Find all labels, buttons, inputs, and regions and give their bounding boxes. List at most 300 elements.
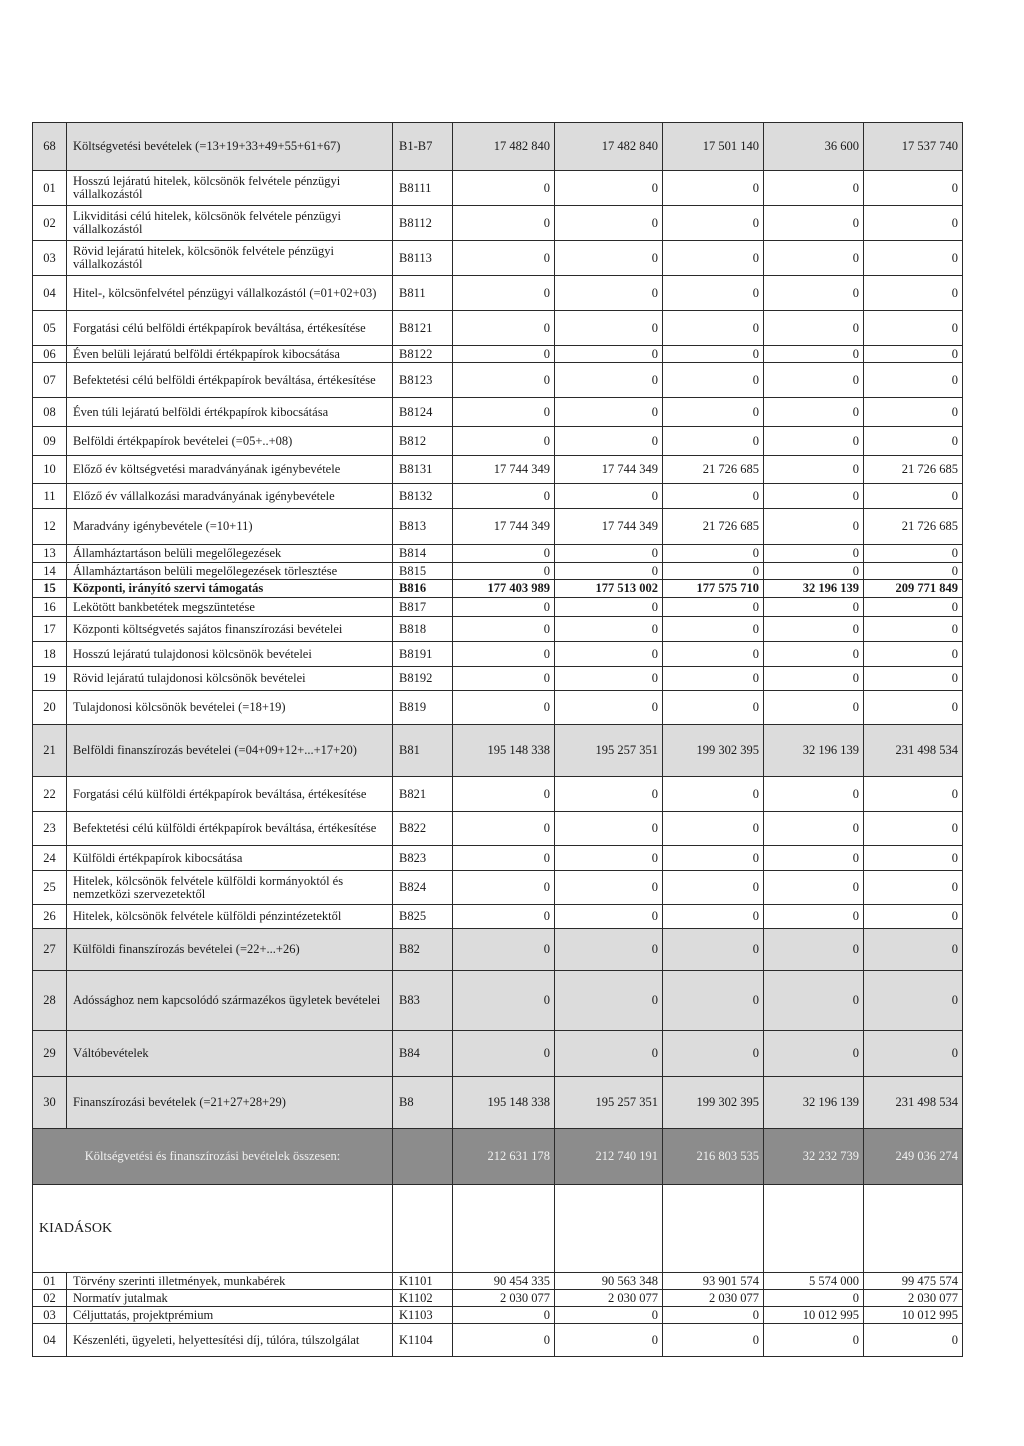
row-label: Lekötött bankbetétek megszüntetése [67, 598, 393, 617]
value-cell-2: 17 744 349 [555, 509, 663, 545]
row-code: B819 [393, 691, 453, 725]
value-cell-4: 0 [764, 563, 864, 580]
value-cell-5: 0 [864, 691, 963, 725]
value-cell-5: 0 [864, 812, 963, 846]
row-code: B818 [393, 617, 453, 642]
section-cell-2 [555, 1185, 663, 1273]
row-code: B8122 [393, 346, 453, 363]
value-cell-2: 0 [555, 241, 663, 276]
value-cell-5: 231 498 534 [864, 725, 963, 777]
value-cell-1: 0 [453, 846, 555, 871]
row-label: Központi költségvetés sajátos finanszírozási bevételei [67, 617, 393, 642]
row-number: 68 [33, 123, 67, 171]
row-number: 10 [33, 456, 67, 484]
value-cell-1: 0 [453, 241, 555, 276]
row-code: K1102 [393, 1290, 453, 1307]
row-label: Költségvetési bevételek (=13+19+33+49+55+61+67) [67, 123, 393, 171]
row-label: Előző év vállalkozási maradványának igénybevétele [67, 484, 393, 509]
value-cell-1: 0 [453, 929, 555, 971]
value-cell-2: 0 [555, 642, 663, 667]
value-cell-1: 0 [453, 667, 555, 691]
value-cell-2: 0 [555, 905, 663, 929]
value-cell-3: 199 302 395 [663, 1077, 764, 1129]
value-cell-3: 0 [663, 398, 764, 427]
row-label: Finanszírozási bevételek (=21+27+28+29) [67, 1077, 393, 1129]
row-number: 03 [33, 1307, 67, 1324]
value-cell-2: 0 [555, 346, 663, 363]
value-cell-2: 0 [555, 398, 663, 427]
table-row [33, 1324, 963, 1357]
value-cell-3: 0 [663, 777, 764, 812]
value-cell-2: 195 257 351 [555, 1077, 663, 1129]
value-cell-3: 216 803 535 [663, 1129, 764, 1185]
row-number: 02 [33, 1290, 67, 1307]
value-cell-2: 0 [555, 871, 663, 905]
row-number: 08 [33, 398, 67, 427]
value-cell-5: 10 012 995 [864, 1307, 963, 1324]
section-code-cell [393, 1185, 453, 1273]
value-cell-2: 177 513 002 [555, 580, 663, 598]
row-code: B1-B7 [393, 123, 453, 171]
value-cell-5: 0 [864, 905, 963, 929]
value-cell-3: 0 [663, 617, 764, 642]
value-cell-1: 0 [453, 642, 555, 667]
row-code: B8 [393, 1077, 453, 1129]
row-code: K1103 [393, 1307, 453, 1324]
value-cell-3: 0 [663, 484, 764, 509]
value-cell-1: 0 [453, 311, 555, 346]
value-cell-3: 21 726 685 [663, 509, 764, 545]
value-cell-1: 0 [453, 545, 555, 563]
row-number: 28 [33, 971, 67, 1031]
value-cell-5: 0 [864, 311, 963, 346]
value-cell-5: 209 771 849 [864, 580, 963, 598]
value-cell-2: 17 482 840 [555, 123, 663, 171]
table-row [33, 123, 963, 171]
row-number: 17 [33, 617, 67, 642]
table-row [33, 427, 963, 456]
row-label: Külföldi értékpapírok kibocsátása [67, 846, 393, 871]
value-cell-2: 0 [555, 812, 663, 846]
value-cell-2: 212 740 191 [555, 1129, 663, 1185]
value-cell-4: 0 [764, 484, 864, 509]
table-row [33, 456, 963, 484]
table-row [33, 777, 963, 812]
value-cell-2: 0 [555, 667, 663, 691]
value-cell-1: 0 [453, 1324, 555, 1357]
table-row [33, 1307, 963, 1324]
value-cell-4: 0 [764, 509, 864, 545]
value-cell-4: 0 [764, 905, 864, 929]
value-cell-2: 0 [555, 427, 663, 456]
row-code: B81 [393, 725, 453, 777]
value-cell-3: 0 [663, 846, 764, 871]
value-cell-2: 0 [555, 777, 663, 812]
row-label: Céljuttatás, projektprémium [67, 1307, 393, 1324]
value-cell-5: 231 498 534 [864, 1077, 963, 1129]
row-number: 06 [33, 346, 67, 363]
row-code: K1104 [393, 1324, 453, 1357]
row-number: 23 [33, 812, 67, 846]
table-row [33, 725, 963, 777]
value-cell-5: 249 036 274 [864, 1129, 963, 1185]
budget-table [32, 122, 963, 1357]
value-cell-3: 0 [663, 427, 764, 456]
table-row [33, 580, 963, 598]
section-cell-5 [864, 1185, 963, 1273]
row-code: B823 [393, 846, 453, 871]
row-label: Rövid lejáratú hitelek, kölcsönök felvétele pénzügyi vállalkozástól [67, 241, 393, 276]
value-cell-2: 0 [555, 545, 663, 563]
value-cell-1: 195 148 338 [453, 1077, 555, 1129]
row-label: Előző év költségvetési maradványának igénybevétele [67, 456, 393, 484]
row-label: Hitelek, kölcsönök felvétele külföldi kormányoktól és nemzetközi szervezetektől [67, 871, 393, 905]
row-number: 27 [33, 929, 67, 971]
row-number: 24 [33, 846, 67, 871]
value-cell-2: 0 [555, 1324, 663, 1357]
value-cell-3: 0 [663, 691, 764, 725]
section-title: KIADÁSOK [33, 1185, 393, 1273]
value-cell-4: 0 [764, 846, 864, 871]
row-code: B8112 [393, 206, 453, 241]
value-cell-4: 0 [764, 871, 864, 905]
value-cell-2: 0 [555, 598, 663, 617]
value-cell-3: 0 [663, 1031, 764, 1077]
row-label: Éven belüli lejáratú belföldi értékpapírok kibocsátása [67, 346, 393, 363]
row-number: 25 [33, 871, 67, 905]
table-row [33, 971, 963, 1031]
value-cell-5: 99 475 574 [864, 1273, 963, 1290]
value-cell-3: 0 [663, 812, 764, 846]
value-cell-1: 212 631 178 [453, 1129, 555, 1185]
value-cell-3: 0 [663, 563, 764, 580]
row-number: 09 [33, 427, 67, 456]
grand-total-label: Költségvetési és finanszírozási bevételek összesen: [33, 1129, 393, 1185]
row-number: 01 [33, 171, 67, 206]
value-cell-4: 32 196 139 [764, 725, 864, 777]
value-cell-5: 0 [864, 427, 963, 456]
row-label: Adóssághoz nem kapcsolódó származékos ügyletek bevételei [67, 971, 393, 1031]
value-cell-5: 0 [864, 171, 963, 206]
value-cell-4: 0 [764, 427, 864, 456]
value-cell-5: 0 [864, 276, 963, 311]
table-row [33, 206, 963, 241]
value-cell-3: 0 [663, 598, 764, 617]
value-cell-1: 0 [453, 598, 555, 617]
value-cell-1: 0 [453, 691, 555, 725]
row-code: B8113 [393, 241, 453, 276]
value-cell-1: 17 744 349 [453, 509, 555, 545]
row-number: 29 [33, 1031, 67, 1077]
value-cell-2: 0 [555, 563, 663, 580]
row-code: B8191 [393, 642, 453, 667]
value-cell-2: 0 [555, 1031, 663, 1077]
table-row [33, 1290, 963, 1307]
value-cell-3: 0 [663, 363, 764, 398]
row-code: B817 [393, 598, 453, 617]
row-label: Befektetési célú külföldi értékpapírok beváltása, értékesítése [67, 812, 393, 846]
value-cell-2: 0 [555, 691, 663, 725]
row-number: 02 [33, 206, 67, 241]
value-cell-4: 0 [764, 1290, 864, 1307]
row-number: 05 [33, 311, 67, 346]
row-code: B8111 [393, 171, 453, 206]
value-cell-4: 0 [764, 456, 864, 484]
expense-rows [33, 1273, 963, 1357]
value-cell-5: 0 [864, 1324, 963, 1357]
value-cell-5: 21 726 685 [864, 456, 963, 484]
row-label: Külföldi finanszírozás bevételei (=22+...+26) [67, 929, 393, 971]
row-label: Maradvány igénybevétele (=10+11) [67, 509, 393, 545]
row-code: B84 [393, 1031, 453, 1077]
table-row [33, 598, 963, 617]
value-cell-1: 17 744 349 [453, 456, 555, 484]
row-number: 26 [33, 905, 67, 929]
table-row [33, 509, 963, 545]
value-cell-1: 0 [453, 871, 555, 905]
code-cell [393, 1129, 453, 1185]
row-code: B83 [393, 971, 453, 1031]
value-cell-1: 0 [453, 171, 555, 206]
value-cell-3: 0 [663, 241, 764, 276]
row-number: 03 [33, 241, 67, 276]
value-cell-4: 0 [764, 171, 864, 206]
value-cell-3: 0 [663, 346, 764, 363]
row-code: B8124 [393, 398, 453, 427]
value-cell-3: 0 [663, 905, 764, 929]
row-number: 18 [33, 642, 67, 667]
row-label: Normatív jutalmak [67, 1290, 393, 1307]
value-cell-1: 90 454 335 [453, 1273, 555, 1290]
value-cell-1: 177 403 989 [453, 580, 555, 598]
row-label: Likviditási célú hitelek, kölcsönök felvétele pénzügyi vállalkozástól [67, 206, 393, 241]
value-cell-3: 0 [663, 206, 764, 241]
value-cell-4: 10 012 995 [764, 1307, 864, 1324]
table-row [33, 276, 963, 311]
row-label: Törvény szerinti illetmények, munkabérek [67, 1273, 393, 1290]
row-number: 15 [33, 580, 67, 598]
row-label: Készenléti, ügyeleti, helyettesítési díj, túlóra, túlszolgálat [67, 1324, 393, 1357]
value-cell-1: 0 [453, 971, 555, 1031]
value-cell-1: 2 030 077 [453, 1290, 555, 1307]
table-row [33, 871, 963, 905]
table-row [33, 617, 963, 642]
value-cell-2: 17 744 349 [555, 456, 663, 484]
expenses-section [33, 1185, 963, 1273]
row-number: 11 [33, 484, 67, 509]
row-label: Befektetési célú belföldi értékpapírok beváltása, értékesítése [67, 363, 393, 398]
table-row [33, 846, 963, 871]
value-cell-4: 0 [764, 812, 864, 846]
value-cell-5: 21 726 685 [864, 509, 963, 545]
row-number: 04 [33, 276, 67, 311]
section-cell-4 [764, 1185, 864, 1273]
table-row [33, 812, 963, 846]
row-number: 16 [33, 598, 67, 617]
value-cell-5: 0 [864, 346, 963, 363]
value-cell-1: 0 [453, 363, 555, 398]
row-code: B812 [393, 427, 453, 456]
value-cell-4: 0 [764, 642, 864, 667]
row-code: B814 [393, 545, 453, 563]
value-cell-2: 0 [555, 171, 663, 206]
row-number: 21 [33, 725, 67, 777]
table-row [33, 1273, 963, 1290]
value-cell-1: 0 [453, 812, 555, 846]
row-label: Rövid lejáratú tulajdonosi kölcsönök bevételei [67, 667, 393, 691]
value-cell-4: 0 [764, 276, 864, 311]
row-code: B816 [393, 580, 453, 598]
row-label: Hitel-, kölcsönfelvétel pénzügyi vállalkozástól (=01+02+03) [67, 276, 393, 311]
value-cell-3: 0 [663, 929, 764, 971]
value-cell-3: 0 [663, 171, 764, 206]
table-row [33, 642, 963, 667]
value-cell-2: 0 [555, 363, 663, 398]
section-cell-3 [663, 1185, 764, 1273]
value-cell-5: 0 [864, 598, 963, 617]
value-cell-5: 0 [864, 667, 963, 691]
table-row [33, 311, 963, 346]
value-cell-1: 0 [453, 427, 555, 456]
value-cell-4: 0 [764, 311, 864, 346]
row-label: Belföldi finanszírozás bevételei (=04+09+12+...+17+20) [67, 725, 393, 777]
value-cell-2: 195 257 351 [555, 725, 663, 777]
value-cell-4: 0 [764, 598, 864, 617]
row-code: B824 [393, 871, 453, 905]
value-cell-2: 0 [555, 276, 663, 311]
value-cell-1: 0 [453, 276, 555, 311]
value-cell-5: 0 [864, 363, 963, 398]
row-code: B8121 [393, 311, 453, 346]
value-cell-4: 0 [764, 363, 864, 398]
value-cell-2: 0 [555, 484, 663, 509]
value-cell-1: 0 [453, 484, 555, 509]
table-row [33, 241, 963, 276]
value-cell-2: 2 030 077 [555, 1290, 663, 1307]
value-cell-5: 0 [864, 846, 963, 871]
value-cell-2: 0 [555, 617, 663, 642]
value-cell-5: 0 [864, 563, 963, 580]
table-row [33, 171, 963, 206]
value-cell-1: 0 [453, 563, 555, 580]
value-cell-4: 0 [764, 971, 864, 1031]
value-cell-3: 0 [663, 311, 764, 346]
value-cell-3: 177 575 710 [663, 580, 764, 598]
row-code: B811 [393, 276, 453, 311]
table-row [33, 346, 963, 363]
value-cell-2: 0 [555, 971, 663, 1031]
row-code: B825 [393, 905, 453, 929]
value-cell-5: 0 [864, 971, 963, 1031]
table-row [33, 1129, 963, 1185]
row-code: B8123 [393, 363, 453, 398]
row-number: 20 [33, 691, 67, 725]
row-code: B8131 [393, 456, 453, 484]
row-label: Váltóbevételek [67, 1031, 393, 1077]
row-label: Központi, irányító szervi támogatás [67, 580, 393, 598]
row-number: 04 [33, 1324, 67, 1357]
value-cell-1: 0 [453, 1031, 555, 1077]
row-code: B821 [393, 777, 453, 812]
value-cell-4: 0 [764, 1324, 864, 1357]
value-cell-2: 0 [555, 846, 663, 871]
value-cell-4: 5 574 000 [764, 1273, 864, 1290]
value-cell-5: 0 [864, 617, 963, 642]
value-cell-2: 0 [555, 929, 663, 971]
value-cell-3: 0 [663, 871, 764, 905]
value-cell-5: 0 [864, 1031, 963, 1077]
row-code: K1101 [393, 1273, 453, 1290]
table-row [33, 1031, 963, 1077]
value-cell-4: 0 [764, 346, 864, 363]
value-cell-5: 0 [864, 929, 963, 971]
table-row [33, 929, 963, 971]
row-label: Hosszú lejáratú tulajdonosi kölcsönök bevételei [67, 642, 393, 667]
row-number: 19 [33, 667, 67, 691]
row-code: B82 [393, 929, 453, 971]
row-label: Államháztartáson belüli megelőlegezések [67, 545, 393, 563]
row-code: B822 [393, 812, 453, 846]
value-cell-1: 0 [453, 905, 555, 929]
row-number: 13 [33, 545, 67, 563]
value-cell-4: 32 232 739 [764, 1129, 864, 1185]
table-row [33, 1077, 963, 1129]
value-cell-2: 0 [555, 311, 663, 346]
row-number: 22 [33, 777, 67, 812]
value-cell-4: 32 196 139 [764, 1077, 864, 1129]
value-cell-5: 0 [864, 241, 963, 276]
value-cell-5: 0 [864, 398, 963, 427]
value-cell-1: 0 [453, 346, 555, 363]
value-cell-4: 0 [764, 241, 864, 276]
value-cell-5: 0 [864, 871, 963, 905]
row-number: 30 [33, 1077, 67, 1129]
value-cell-3: 0 [663, 1307, 764, 1324]
value-cell-5: 2 030 077 [864, 1290, 963, 1307]
value-cell-4: 0 [764, 667, 864, 691]
value-cell-3: 0 [663, 276, 764, 311]
value-cell-5: 0 [864, 484, 963, 509]
row-code: B8192 [393, 667, 453, 691]
table-row [33, 398, 963, 427]
value-cell-3: 2 030 077 [663, 1290, 764, 1307]
value-cell-1: 195 148 338 [453, 725, 555, 777]
value-cell-1: 0 [453, 777, 555, 812]
row-code: B815 [393, 563, 453, 580]
value-cell-5: 0 [864, 206, 963, 241]
value-cell-3: 0 [663, 545, 764, 563]
row-label: Hosszú lejáratú hitelek, kölcsönök felvétele pénzügyi vállalkozástól [67, 171, 393, 206]
value-cell-3: 93 901 574 [663, 1273, 764, 1290]
value-cell-1: 17 482 840 [453, 123, 555, 171]
value-cell-4: 0 [764, 929, 864, 971]
value-cell-4: 0 [764, 617, 864, 642]
row-code: B813 [393, 509, 453, 545]
row-number: 14 [33, 563, 67, 580]
table-row [33, 691, 963, 725]
row-code: B8132 [393, 484, 453, 509]
value-cell-1: 0 [453, 206, 555, 241]
table-row [33, 363, 963, 398]
value-cell-3: 0 [663, 642, 764, 667]
value-cell-3: 199 302 395 [663, 725, 764, 777]
value-cell-4: 32 196 139 [764, 580, 864, 598]
value-cell-4: 0 [764, 398, 864, 427]
table-row [33, 905, 963, 929]
value-cell-2: 90 563 348 [555, 1273, 663, 1290]
value-cell-4: 36 600 [764, 123, 864, 171]
value-cell-2: 0 [555, 1307, 663, 1324]
